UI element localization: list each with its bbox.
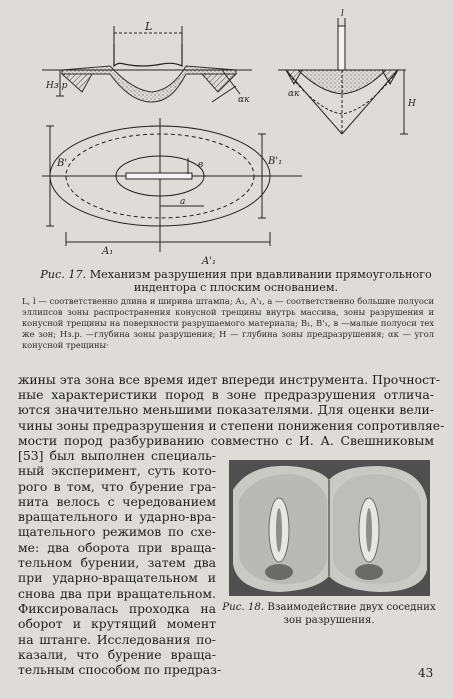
- column-line: казали, что бурение враща-: [18, 646, 216, 662]
- label-alphaK-left: αк: [238, 95, 250, 105]
- body-text-column: [18, 448, 222, 678]
- column-line: при ударно-вращательном и: [18, 570, 216, 586]
- label-B1: B'₁: [268, 156, 283, 167]
- label-A1: A₁: [102, 246, 114, 257]
- label-A1prime: A'₁: [202, 256, 216, 267]
- figure-17-caption-text: Механизм разрушения при вдавливании прямоугольного индентора с плоским основанием.: [89, 268, 432, 294]
- column-line: рого в том, что бурение гра-: [18, 478, 216, 494]
- column-line: Фиксировалась проходка на: [18, 600, 216, 616]
- label-l: l: [341, 9, 344, 19]
- column-line: на штанге. Исследования по-: [18, 631, 216, 647]
- right-cross-section: [278, 18, 408, 134]
- label-B: B': [57, 158, 68, 169]
- column-line: оборот и крутящий момент: [18, 616, 216, 632]
- left-cross-section: [42, 26, 252, 102]
- figure-17-legend: [22, 296, 434, 351]
- column-line: тельным способом по предраз-: [18, 662, 222, 678]
- column-line: [53] был выполнен специаль-: [18, 448, 216, 463]
- column-line: тельном бурении, затем два: [18, 555, 216, 571]
- figure-18-svg: [229, 460, 430, 596]
- column-line: снова два при вращательном.: [18, 585, 216, 601]
- figure-17-drawing: [42, 6, 434, 268]
- body-line: чины зоны предразрушения и степени понижения сопротивляе-: [18, 417, 445, 433]
- plan-view: [42, 118, 302, 252]
- body-line: ные характеристики пород в зоне предразрушения отлича-: [18, 387, 434, 403]
- label-alphaK-right: αк: [288, 89, 300, 99]
- column-line: нита велось с чередованием: [18, 493, 216, 509]
- figure-17-svg: [42, 6, 434, 268]
- label-a: a: [180, 197, 186, 207]
- column-line: ме: два оборота при враща-: [18, 539, 216, 555]
- figure-17-caption: [40, 268, 432, 294]
- body-text-full-width: [18, 372, 445, 448]
- figure-18-caption-prefix: Рис. 18.: [222, 602, 265, 613]
- body-line: ются значительно меньшими показателями. Для оценки вели-: [18, 402, 434, 418]
- column-line: ный эксперимент, суть кото-: [18, 463, 216, 479]
- figure-18-photo: [229, 460, 430, 596]
- figure-17-legend-text: L, l — соответственно длина и ширина штампа; A₁, A'₁, a — соответственно большие полуоси эллипсов зоны распространения конусной трещины внутрь массива, зоны разрушения и конусной трещины на поверхности разрушаемого материала; B₁, B'₁, в —малые полуоси тех же зон; Hз.р. —глубина зоны разрушения; H — глубина зоны предразрушения; αк — угол конусной трещины·: [22, 296, 434, 350]
- figure-17-caption-prefix: Рис. 17.: [40, 268, 87, 281]
- column-line: щательного режимов по схе-: [18, 524, 216, 540]
- figure-18-caption-text: Взаимодействие двух соседних зон разрушения.: [267, 602, 436, 626]
- figure-18-caption: [222, 602, 436, 627]
- column-line: вращательного и ударно-вра-: [18, 509, 216, 525]
- label-b: в: [198, 160, 204, 170]
- label-Hzr: Hз.р: [46, 81, 68, 91]
- label-L: L: [145, 20, 153, 33]
- label-H: H: [408, 99, 416, 109]
- body-line: мости пород разбуриванию совместно с И. А. Свешниковым: [18, 432, 434, 448]
- page-number: 43: [418, 666, 434, 680]
- body-line: жины эта зона все время идет впереди инструмента. Прочност-: [18, 372, 441, 387]
